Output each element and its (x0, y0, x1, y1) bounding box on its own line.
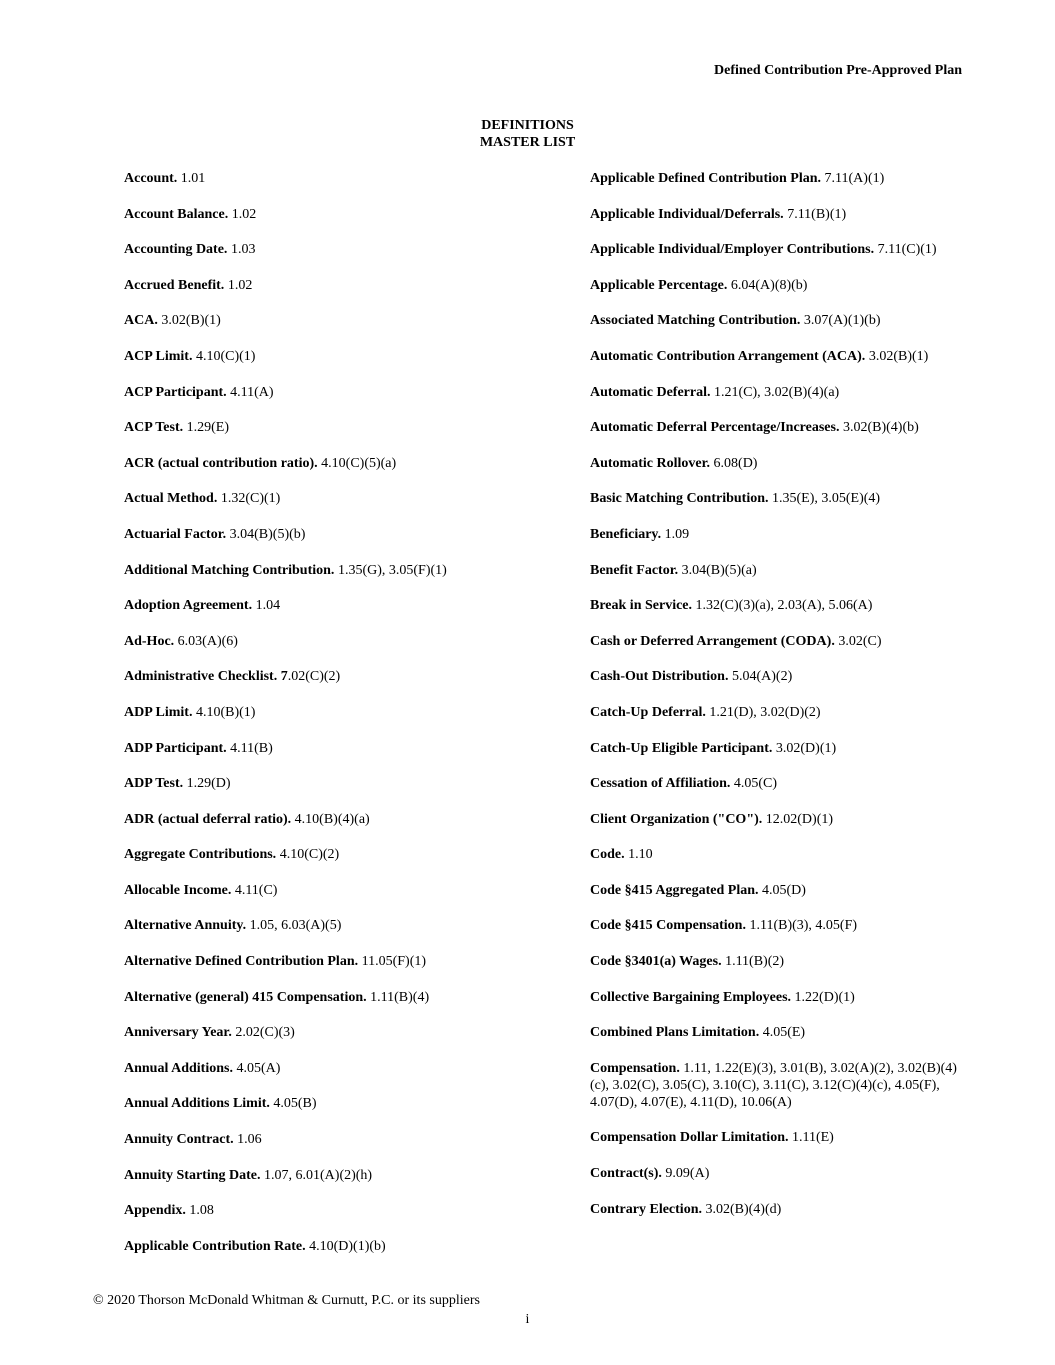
definition-term: Compensation Dollar Limitation. (590, 1130, 789, 1146)
definition-entry (590, 277, 970, 294)
definition-reference: 4.10(B)(1) (192, 704, 256, 720)
definition-entry (590, 1165, 970, 1182)
definition-term: Accounting Date. (124, 242, 228, 258)
definition-reference: 1.11(E) (788, 1130, 834, 1146)
definition-entry (124, 989, 564, 1006)
definition-term: Basic Matching Contribution. (590, 491, 769, 507)
definition-term: Actuarial Factor. (124, 526, 227, 542)
definition-term: Alternative Annuity. (124, 918, 247, 934)
definition-entry (590, 384, 970, 401)
definition-reference: 1.32(C)(3)(a), 2.03(A), 5.06(A) (692, 598, 873, 614)
definition-term: ACP Test. (124, 420, 184, 436)
definition-entry (124, 312, 564, 329)
definition-reference: 2.02(C)(3) (231, 1025, 295, 1041)
definition-reference: 1.02 (228, 206, 257, 222)
definition-reference: 1.11(B)(3), 4.05(F) (745, 918, 858, 934)
definition-reference: 4.05(D) (758, 882, 806, 898)
definition-reference: 1.07, 6.01(A)(2)(h) (260, 1167, 373, 1183)
definition-term: ACR (actual contribution ratio). (124, 455, 318, 471)
definition-term: Automatic Rollover. (590, 455, 711, 471)
definition-term: Cessation of Affiliation. (590, 776, 731, 792)
definition-entry (124, 846, 564, 863)
definition-reference: 7.11(A)(1) (821, 171, 885, 186)
definition-term: Annuity Starting Date. (124, 1167, 261, 1183)
definition-reference: 3.02(B)(4)(d) (701, 1201, 782, 1217)
definition-term: Allocable Income. (124, 882, 232, 898)
definition-reference: 1.11(B)(4) (366, 989, 430, 1005)
definition-entry (124, 455, 564, 472)
definition-entry (590, 1024, 970, 1041)
definition-term: Associated Matching Contribution. (590, 313, 801, 329)
definition-reference: 1.29(E) (183, 420, 230, 436)
definition-term: Adoption Agreement. (124, 598, 253, 614)
definition-entry (124, 1238, 564, 1255)
definition-term: Appendix. (124, 1203, 186, 1219)
definition-term: Account. (124, 171, 178, 186)
definition-reference: 1.06 (233, 1132, 262, 1148)
definition-reference: 3.02(B)(1) (865, 348, 929, 364)
definition-reference: 4.11(A) (226, 384, 274, 400)
definition-entry (124, 206, 564, 223)
definition-entry (590, 740, 970, 757)
definition-entry (124, 1167, 564, 1184)
definition-reference: 1.32(C)(1) (217, 491, 281, 507)
definition-entry (124, 811, 564, 828)
document-header: Defined Contribution Pre-Approved Plan (714, 63, 962, 78)
definition-entry (590, 597, 970, 614)
definition-term: Alternative (general) 415 Compensation. (124, 989, 367, 1005)
definition-term: Applicable Percentage. (590, 277, 728, 293)
definition-entry (124, 1202, 564, 1219)
definition-term: Ad-Hoc. (124, 633, 175, 649)
definition-reference: 4.11(C) (231, 882, 278, 898)
definition-reference: 7.11(C)(1) (874, 242, 937, 258)
definition-term: Catch-Up Eligible Participant. (590, 740, 773, 756)
definition-reference: 1.29(D) (183, 776, 231, 792)
definition-term: Annuity Contract. (124, 1132, 234, 1148)
definition-entry (590, 526, 970, 543)
definition-term: Break in Service. (590, 598, 693, 614)
definition-entry (124, 1131, 564, 1148)
definition-term: ADP Limit. (124, 704, 193, 720)
definition-term: ADP Participant. (124, 740, 227, 756)
definition-term: Client Organization ("CO"). (590, 811, 763, 827)
definition-term: Annual Additions. (124, 1060, 233, 1076)
definition-entry (124, 170, 564, 187)
definition-term: Code §415 Aggregated Plan. (590, 882, 759, 898)
definition-entry (590, 241, 970, 258)
definition-term: Compensation. (590, 1060, 680, 1076)
definition-reference: 4.05(B) (269, 1096, 317, 1112)
title-line-1: DEFINITIONS (481, 118, 574, 133)
definition-entry (590, 953, 970, 970)
definition-entry (590, 668, 970, 685)
definition-term: Actual Method. (124, 491, 218, 507)
definition-reference: 4.10(B)(4)(a) (291, 811, 370, 827)
definition-term: Beneficiary. (590, 526, 662, 542)
definition-reference: 1.10 (624, 847, 653, 863)
definition-term: Account Balance. (124, 206, 229, 222)
definition-reference: 1.08 (185, 1203, 214, 1219)
definition-term: Code. (590, 847, 625, 863)
definition-entry (590, 846, 970, 863)
definition-term: ADR (actual deferral ratio). (124, 811, 292, 827)
definition-entry (124, 597, 564, 614)
definition-term: Contract(s). (590, 1166, 662, 1182)
definition-term: Annual Additions Limit. (124, 1096, 270, 1112)
definition-entry (590, 917, 970, 934)
definitions-left-column (124, 170, 564, 1273)
definition-reference: 1.35(G), 3.05(F)(1) (334, 562, 447, 578)
definition-entry (124, 1095, 564, 1112)
definition-reference: 1.21(D), 3.02(D)(2) (705, 704, 821, 720)
definition-entry (590, 170, 970, 187)
definition-term: Automatic Deferral Percentage/Increases. (590, 420, 840, 436)
page-number: i (525, 1312, 530, 1327)
definition-term: Applicable Defined Contribution Plan. (590, 171, 822, 186)
definition-term: Catch-Up Deferral. (590, 704, 706, 720)
definition-entry (590, 312, 970, 329)
definition-entry (590, 562, 970, 579)
definitions-right-column (590, 170, 970, 1236)
definition-reference: 11.05(F)(1) (358, 954, 427, 970)
definition-reference: 1.03 (227, 242, 256, 258)
definition-entry (124, 1060, 564, 1077)
definition-reference: 1.01 (177, 171, 206, 186)
definition-term: Combined Plans Limitation. (590, 1025, 760, 1041)
definition-reference: 4.05(E) (759, 1025, 806, 1041)
definition-entry (124, 633, 564, 650)
definition-reference: 1.05, 6.03(A)(5) (246, 918, 342, 934)
definition-reference: 5.04(A)(2) (728, 669, 793, 685)
definition-term: ADP Test. (124, 776, 184, 792)
definition-reference: 3.04(B)(5)(b) (226, 526, 306, 542)
definition-reference: 9.09(A) (661, 1166, 710, 1182)
definition-reference: 3.07(A)(1)(b) (800, 313, 881, 329)
copyright-notice: © 2020 Thorson McDonald Whitman & Curnutt, P.C. or its suppliers (93, 1293, 480, 1308)
definition-reference: 6.08(D) (710, 455, 758, 471)
definition-reference: 4.10(C)(2) (276, 847, 340, 863)
definition-reference: 4.10(C)(1) (192, 348, 256, 364)
definition-entry (124, 241, 564, 258)
definition-term: Automatic Contribution Arrangement (ACA). (590, 348, 866, 364)
definition-reference: 1.02 (224, 277, 253, 293)
definition-term: Aggregate Contributions. (124, 847, 277, 863)
definition-reference: 4.11(B) (226, 740, 273, 756)
definition-entry (590, 490, 970, 507)
definition-entry (124, 882, 564, 899)
definition-entry (124, 740, 564, 757)
definition-reference: 4.10(D)(1)(b) (305, 1238, 386, 1254)
definition-entry (590, 882, 970, 899)
definition-entry (124, 917, 564, 934)
definition-entry (124, 277, 564, 294)
definition-term: ACP Participant. (124, 384, 227, 400)
definition-term: ACA. (124, 313, 158, 329)
definition-entry (124, 1024, 564, 1041)
definition-reference: 7.11(B)(1) (783, 206, 847, 222)
definition-reference: 4.10(C)(5)(a) (317, 455, 397, 471)
definition-entry (124, 953, 564, 970)
definition-term: Automatic Deferral. (590, 384, 711, 400)
definition-entry (590, 419, 970, 436)
definition-term: Applicable Individual/Employer Contributions. (590, 242, 875, 258)
definition-term: Alternative Defined Contribution Plan. (124, 954, 359, 970)
definition-term: Benefit Factor. (590, 562, 679, 578)
definition-reference: 1.04 (252, 598, 281, 614)
definition-reference: 4.05(A) (232, 1060, 281, 1076)
definition-term: Cash or Deferred Arrangement (CODA). (590, 633, 835, 649)
definition-entry (590, 206, 970, 223)
definition-reference: 1.35(E), 3.05(E)(4) (768, 491, 881, 507)
definition-entry (590, 989, 970, 1006)
title-line-2: MASTER LIST (479, 135, 576, 150)
definition-reference: 3.02(C) (834, 633, 882, 649)
definition-entry (124, 562, 564, 579)
definition-entry (124, 348, 564, 365)
definition-entry (124, 384, 564, 401)
definition-reference: .02(C)(2) (287, 669, 341, 685)
definition-term: Code §3401(a) Wages. (590, 954, 722, 970)
definition-reference: 3.02(D)(1) (772, 740, 837, 756)
definition-entry (124, 775, 564, 792)
definition-term: Anniversary Year. (124, 1025, 232, 1041)
definition-reference: 12.02(D)(1) (762, 811, 834, 827)
definition-entry (590, 775, 970, 792)
definition-reference: 1.11(B)(2) (721, 954, 785, 970)
definition-term: Accrued Benefit. (124, 277, 225, 293)
definition-entry (590, 348, 970, 365)
definition-term: Applicable Contribution Rate. (124, 1238, 306, 1254)
definition-entry (590, 704, 970, 721)
definition-entry (590, 633, 970, 650)
definition-reference: 4.05(C) (730, 776, 778, 792)
definition-term: Code §415 Compensation. (590, 918, 746, 934)
definition-term: Additional Matching Contribution. (124, 562, 335, 578)
definition-entry (590, 1129, 970, 1146)
definition-entry (124, 668, 564, 685)
definition-term: Cash-Out Distribution. (590, 669, 729, 685)
definition-term: Applicable Individual/Deferrals. (590, 206, 784, 222)
definition-entry (124, 526, 564, 543)
definition-entry (124, 419, 564, 436)
definition-reference: 6.04(A)(8)(b) (727, 277, 808, 293)
definition-term: Collective Bargaining Employees. (590, 989, 792, 1005)
definition-reference: 6.03(A)(6) (174, 633, 238, 649)
definition-reference: 1.21(C), 3.02(B)(4)(a) (710, 384, 840, 400)
definition-reference: 1.11, 1.22(E)(3), 3.01(B), 3.02(A)(2), 3.02(B)(4)(c), 3.02(C), 3.05(C), 3.10(C), 3.11(C), 3.12(C)(4)(c), 4.05(F), 4.07(D), 4.07(E), 4.11(D), 10.06(A) (590, 1060, 957, 1110)
definition-reference: 3.04(B)(5)(a) (678, 562, 757, 578)
definition-entry (590, 455, 970, 472)
definition-reference: 1.22(D)(1) (791, 989, 855, 1005)
definition-term: Administrative Checklist. 7 (124, 669, 288, 685)
definition-entry (124, 704, 564, 721)
page-title (0, 117, 1055, 151)
definition-term: Contrary Election. (590, 1201, 702, 1217)
definition-term: ACP Limit. (124, 348, 193, 364)
definition-reference: 1.09 (661, 526, 690, 542)
definition-reference: 3.02(B)(1) (157, 313, 221, 329)
definition-reference: 3.02(B)(4)(b) (839, 420, 919, 436)
definition-entry (590, 1060, 970, 1111)
definition-entry (590, 1201, 970, 1218)
definition-entry (590, 811, 970, 828)
definition-entry (124, 490, 564, 507)
